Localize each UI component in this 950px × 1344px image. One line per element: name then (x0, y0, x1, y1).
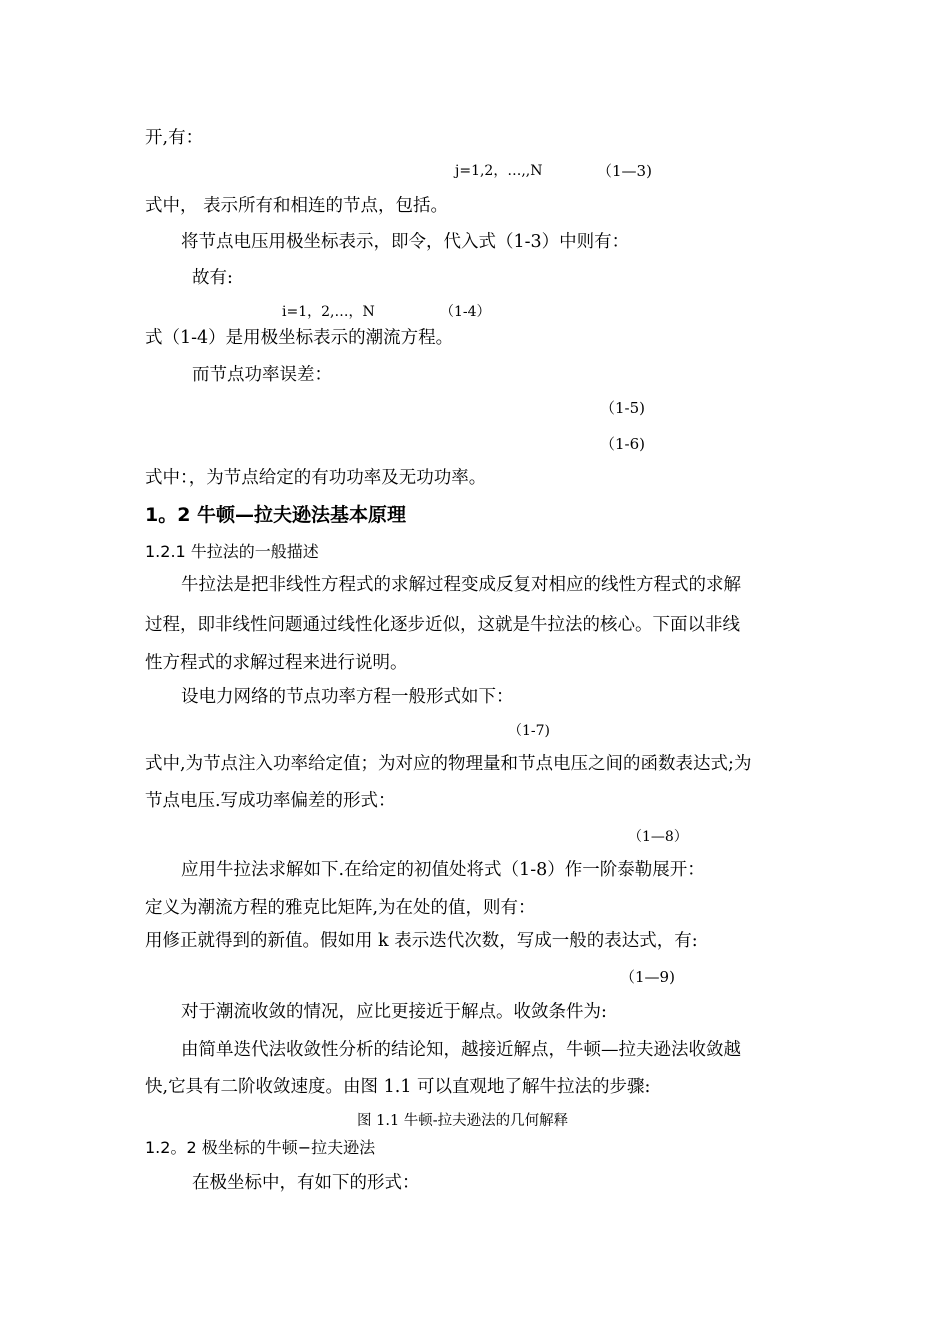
equation-number: （1-4） (440, 304, 491, 320)
subsection-heading: 1.2.1 牛拉法的一般描述 (145, 542, 319, 561)
equation-index-range: j=1,2，…,,N (455, 163, 543, 179)
text-line: 将节点电压用极坐标表示，即令，代入式（1-3）中则有： (181, 232, 630, 252)
text-line: 开,有： (145, 128, 204, 148)
text-line: 而节点功率误差： (192, 365, 332, 385)
equation-number: （1—9) (620, 968, 675, 986)
equation-index-range: i=1，2,…，N (282, 304, 375, 320)
text-line: 式中：，为节点给定的有功功率及无功功率。 (145, 468, 487, 488)
text-line: 性方程式的求解过程来进行说明。 (145, 653, 408, 673)
text-line: 式中,为节点注入功率给定值；为对应的物理量和节点电压之间的函数表达式;为 (145, 754, 752, 774)
text-line: 过程，即非线性问题通过线性化逐步近似，这就是牛拉法的核心。下面以非线 (145, 615, 740, 635)
text-line: 在极坐标中，有如下的形式： (192, 1173, 420, 1193)
text-line: 对于潮流收敛的情况，应比更接近于解点。收敛条件为: (181, 1002, 607, 1022)
equation-number: （1-5) (600, 399, 646, 417)
text-line: 式中， 表示所有和相连的节点，包括。 (145, 196, 449, 216)
text-line: 设电力网络的节点功率方程一般形式如下： (181, 687, 514, 707)
text-line: 节点电压.写成功率偏差的形式： (145, 791, 396, 811)
text-line: 式（1-4）是用极坐标表示的潮流方程。 (145, 328, 454, 348)
equation-number: （1—3) (597, 162, 652, 180)
text-line: 应用牛拉法求解如下.在给定的初值处将式（1-8）作一阶泰勒展开： (181, 860, 705, 880)
text-line: 用修正就得到的新值。假如用 k 表示迭代次数，写成一般的表达式，有: (145, 931, 698, 951)
equation-number: （1—8） (628, 829, 688, 845)
figure-caption: 图 1.1 牛顿-拉夫逊法的几何解释 (357, 1113, 569, 1129)
text-line: 故有: (192, 268, 233, 288)
text-line: 由简单迭代法收敛性分析的结论知，越接近解点，牛顿—拉夫逊法收敛越 (181, 1040, 741, 1060)
text-line: 定义为潮流方程的雅克比矩阵,为在处的值，则有： (145, 898, 536, 918)
section-heading: 1。2 牛顿—拉夫逊法基本原理 (145, 504, 407, 526)
text-line: 牛拉法是把非线性方程式的求解过程变成反复对相应的线性方程式的求解 (181, 575, 741, 595)
text-line: 快,它具有二阶收敛速度。由图 1.1 可以直观地了解牛拉法的步骤: (145, 1077, 651, 1097)
equation-number: （1-6) (600, 435, 646, 453)
subsection-heading: 1.2。2 极坐标的牛顿−拉夫逊法 (145, 1138, 376, 1157)
equation-number: （1-7) (508, 723, 551, 739)
